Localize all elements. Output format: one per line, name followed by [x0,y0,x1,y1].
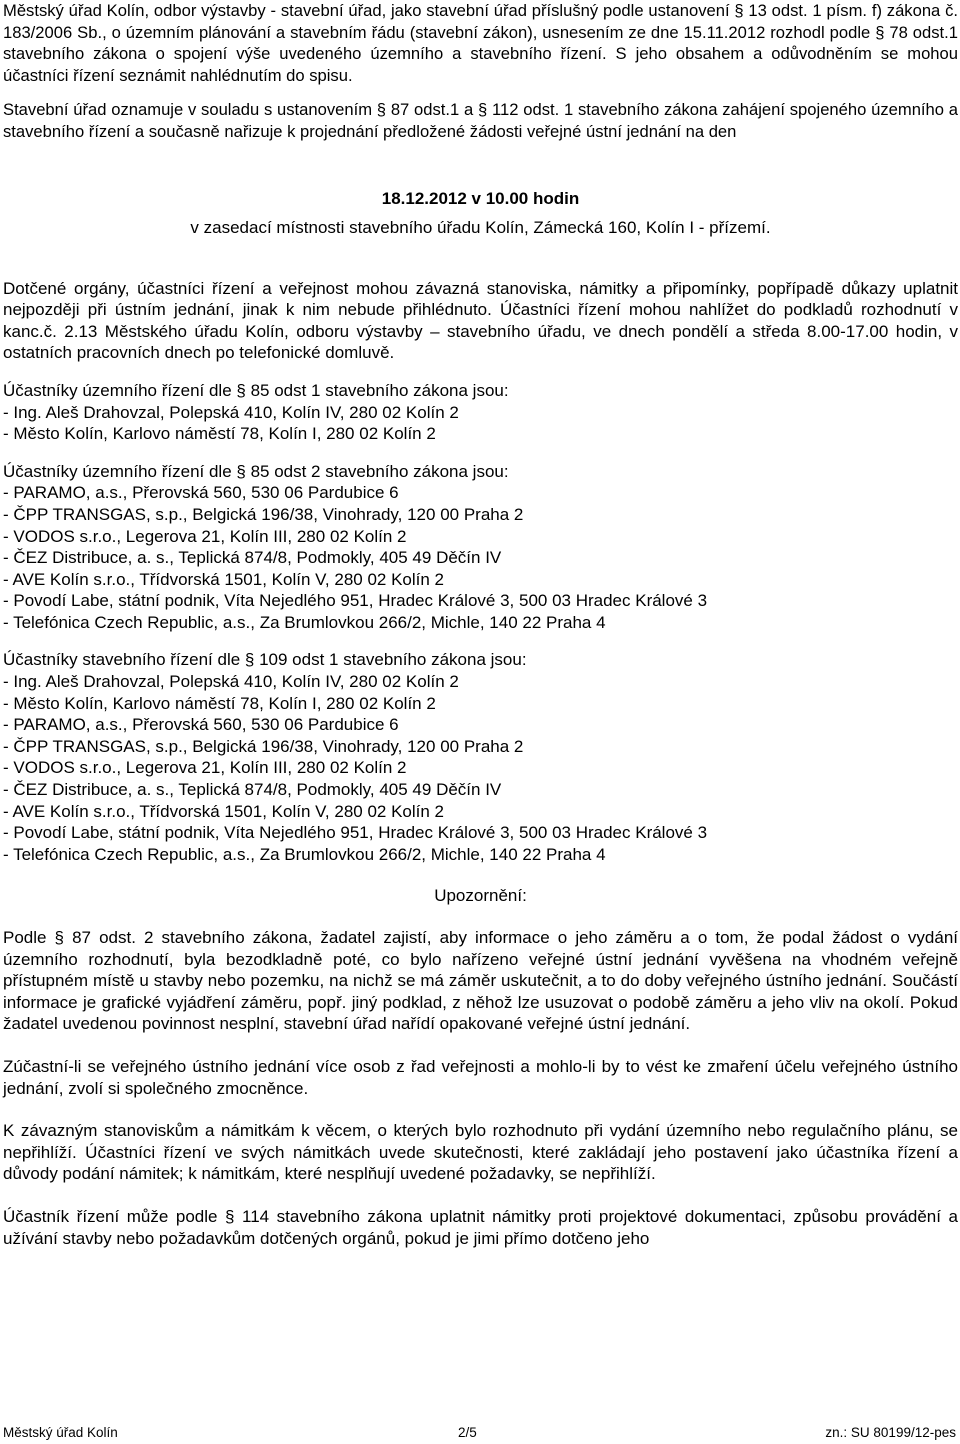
intro-paragraph: Městský úřad Kolín, odbor výstavby - stavební úřad, jako stavební úřad příslušný podle ustanovení § 13 odst. 1 písm. f) zákona č. 183/2006 Sb., o územním plánování a stavebním řádu (stavební zákon), usnesením ze dne 15.11.2012 rozhodl podle § 78 odst.1 stavebního zákona o spojení výše uvedeného územního a stavebního řízení. S jeho obsahem a odůvodněním se mohou účastníci řízení seznámit nahlédnutím do spisu. [3,1,958,85]
list-item: - Ing. Aleš Drahovzal, Polepská 410, Kolín IV, 280 02 Kolín 2 [3,672,459,692]
list-item: - AVE Kolín s.r.o., Třídvorská 1501, Kolín V, 280 02 Kolín 2 [3,801,445,821]
list-item: - Město Kolín, Karlovo náměstí 78, Kolín I, 280 02 Kolín 2 [3,424,436,444]
list-item: - ČEZ Distribuce, a. s., Teplická 874/8, Podmokly, 405 49 Děčín IV [3,548,502,568]
participants-building [3,649,958,865]
footer-office: Městský úřad Kolín [3,1425,118,1440]
list-item: - Telefónica Czech Republic, a.s., Za Brumlovkou 266/2, Michle, 140 22 Praha 4 [3,612,606,632]
list-item: - AVE Kolín s.r.o., Třídvorská 1501, Kolín V, 280 02 Kolín 2 [3,569,445,589]
warning-heading: Upozornění: [434,886,527,906]
list-item: - VODOS s.r.o., Legerova 21, Kolín III, 280 02 Kolín 2 [3,526,407,546]
warning-paragraph-3: K závazným stanoviskům a námitkám k věcem, o kterých bylo rozhodnuto při vydání územního nebo regulačního plánu, se nepřihlíží. Účastníci řízení ve svých námitkách uvede skutečnosti, které zakládají jeho postavení jako účastníka řízení a důvody podání námitek; k námitkám, které nesplňují uvedené požadavky, se nepřihlíží. [3,1121,958,1184]
hearing-datetime: 18.12.2012 v 10.00 hodin [381,188,580,208]
participant-list [3,402,958,445]
participant-list [3,482,958,633]
group-heading: Účastníky územního řízení dle § 85 odst 2 stavebního zákona jsou: [3,461,509,481]
list-item: - ČPP TRANSGAS, s.p., Belgická 196/38, Vinohrady, 120 00 Praha 2 [3,736,524,756]
list-item: - ČPP TRANSGAS, s.p., Belgická 196/38, Vinohrady, 120 00 Praha 2 [3,504,524,524]
list-item: - ČEZ Distribuce, a. s., Teplická 874/8, Podmokly, 405 49 Děčín IV [3,780,502,800]
hearing-location: v zasedací místnosti stavebního úřadu Kolín, Zámecká 160, Kolín I - přízemí. [190,217,771,237]
notice-paragraph: Dotčené orgány, účastníci řízení a veřejnost mohou závazná stanoviska, námitky a připomínky, popřípadě důkazy uplatnit nejpozději při ústním jednání, jinak k nim nebude přihlédnuto. Účastníci řízení mohou nahlížet do podkladů rozhodnutí v kanc.č. 2.13 Městského úřadu Kolín, odboru výstavby – stavebního úřadu, ve dnech pondělí a středa 8.00-17.00 hodin, v ostatních pracovních dnech po telefonické domluvě. [3,278,958,363]
announcement-paragraph: Stavební úřad oznamuje v souladu s ustanovením § 87 odst.1 a § 112 odst. 1 stavebního zákona zahájení spojeného územního a stavebního řízení a současně nařizuje k projednání předložené žádosti veřejné ústní jednání na den [3,100,958,141]
list-item: - PARAMO, a.s., Přerovská 560, 530 06 Pardubice 6 [3,483,399,503]
list-item: - Město Kolín, Karlovo náměstí 78, Kolín I, 280 02 Kolín 2 [3,693,436,713]
group-heading: Účastníky územního řízení dle § 85 odst 1 stavebního zákona jsou: [3,380,509,400]
footer-page-number: 2/5 [458,1425,477,1440]
list-item: - Ing. Aleš Drahovzal, Polepská 410, Kolín IV, 280 02 Kolín 2 [3,402,459,422]
page-footer [3,1425,956,1441]
list-item: - Povodí Labe, státní podnik, Víta Nejedlého 951, Hradec Králové 3, 500 03 Hradec Králové 3 [3,591,708,611]
warning-paragraph-2: Zúčastní-li se veřejného ústního jednání více osob z řad veřejnosti a mohlo-li by to vést ke zmaření účelu veřejného ústního jednání, zvolí si společného zmocněnce. [3,1056,958,1098]
warning-paragraph-1: Podle § 87 odst. 2 stavebního zákona, žadatel zajistí, aby informace o jeho záměru a o tom, že podal žádost o vydání územního rozhodnutí, byla bezodkladně poté, co bylo nařízeno veřejné ústní jednání vyvěšena na vhodném veřejně přístupném místě u stavby nebo pozemku, na nichž se má záměr uskutečnit, a to do doby veřejného ústního jednání. Součástí informace je grafické vyjádření záměru, popř. jiný podklad, z něhož lze usuzovat o podobě záměru a jeho vliv na okolí. Pokud žadatel uvedenou povinnost nesplní, stavební úřad nařídí opakované veřejné ústní jednání. [3,928,958,1034]
list-item: - VODOS s.r.o., Legerova 21, Kolín III, 280 02 Kolín 2 [3,758,407,778]
footer-reference: zn.: SU 80199/12-pes [825,1425,956,1440]
participant-list [3,671,958,865]
list-item: - Povodí Labe, státní podnik, Víta Nejedlého 951, Hradec Králové 3, 500 03 Hradec Králové 3 [3,823,708,843]
participants-territorial-1 [3,380,958,445]
list-item: - Telefónica Czech Republic, a.s., Za Brumlovkou 266/2, Michle, 140 22 Praha 4 [3,844,606,864]
warning-paragraph-4: Účastník řízení může podle § 114 stavebního zákona uplatnit námitky proti projektové dokumentaci, způsobu provádění a užívání stavby nebo požadavkům dotčených orgánů, pokud je jimi přímo dotčeno jeho [3,1206,958,1248]
group-heading: Účastníky stavebního řízení dle § 109 odst 1 stavebního zákona jsou: [3,650,527,670]
list-item: - PARAMO, a.s., Přerovská 560, 530 06 Pardubice 6 [3,715,399,735]
participants-territorial-2 [3,461,958,634]
